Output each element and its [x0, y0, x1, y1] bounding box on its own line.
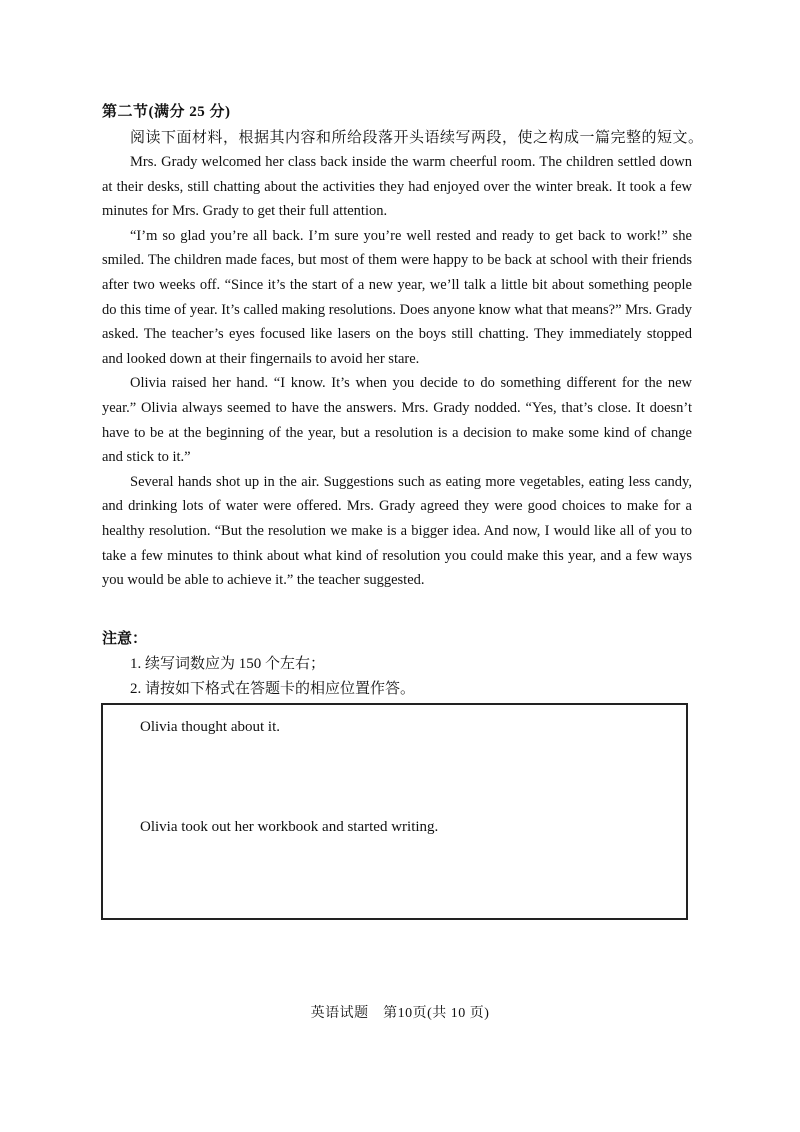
section-title: 第二节(满分 25 分): [102, 104, 231, 120]
paragraph-opener-1: Olivia thought about it.: [140, 719, 280, 735]
section-instruction: 阅读下面材料，根据其内容和所给段落开头语续写两段，使之构成一篇完整的短文。: [130, 130, 704, 146]
reading-passage: [102, 150, 692, 593]
passage-paragraph: Mrs. Grady welcomed her class back inside the warm cheerful room. The children settled down at their desks, still chatting about the activities they had enjoyed over the winter break. It took a few minutes for Mrs. Grady to get their full attention.: [102, 154, 692, 220]
note-item-format: 2. 请按如下格式在答题卡的相应位置作答。: [130, 681, 416, 697]
note-item-word-count: 1. 续写词数应为 150 个左右；: [130, 656, 326, 672]
answer-box: [101, 703, 688, 920]
notes-title: 注意：: [102, 631, 148, 647]
passage-paragraph: Several hands shot up in the air. Suggestions such as eating more vegetables, eating less candy, and drinking lots of water were offered. Mrs. Grady agreed they were good choices to make for a healthy resolution. “But the resolution we make is a bigger idea. And now, I would like all of you to take a few minutes to think about what kind of resolution you could make this year, and a few ways you would be able to achieve it.” the teacher suggested.: [102, 473, 692, 589]
passage-paragraph: “I’m so glad you’re all back. I’m sure you’re well rested and ready to get back to work!” she smiled. The children made faces, but most of them were happy to be back at school with their friends after two weeks off. “Since it’s the start of a new year, we’ll talk a little bit about something people do this time of year. It’s called making resolutions. Does anyone know what that means?” Mrs. Grady asked. The teacher’s eyes focused like lasers on the boys still chatting. They immediately stopped and looked down at their fingernails to avoid her stare.: [102, 227, 692, 367]
paragraph-opener-2: Olivia took out her workbook and started writing.: [140, 819, 439, 835]
passage-paragraph: Olivia raised her hand. “I know. It’s when you decide to do something different for the new year.” Olivia always seemed to have the answers. Mrs. Grady nodded. “Yes, that’s close. It doesn’t have to be at the beginning of the year, but a resolution is a decision to make some kind of change and stick to it.”: [102, 375, 692, 466]
page-footer: 英语试题 第10页(共 10 页): [310, 1006, 490, 1021]
